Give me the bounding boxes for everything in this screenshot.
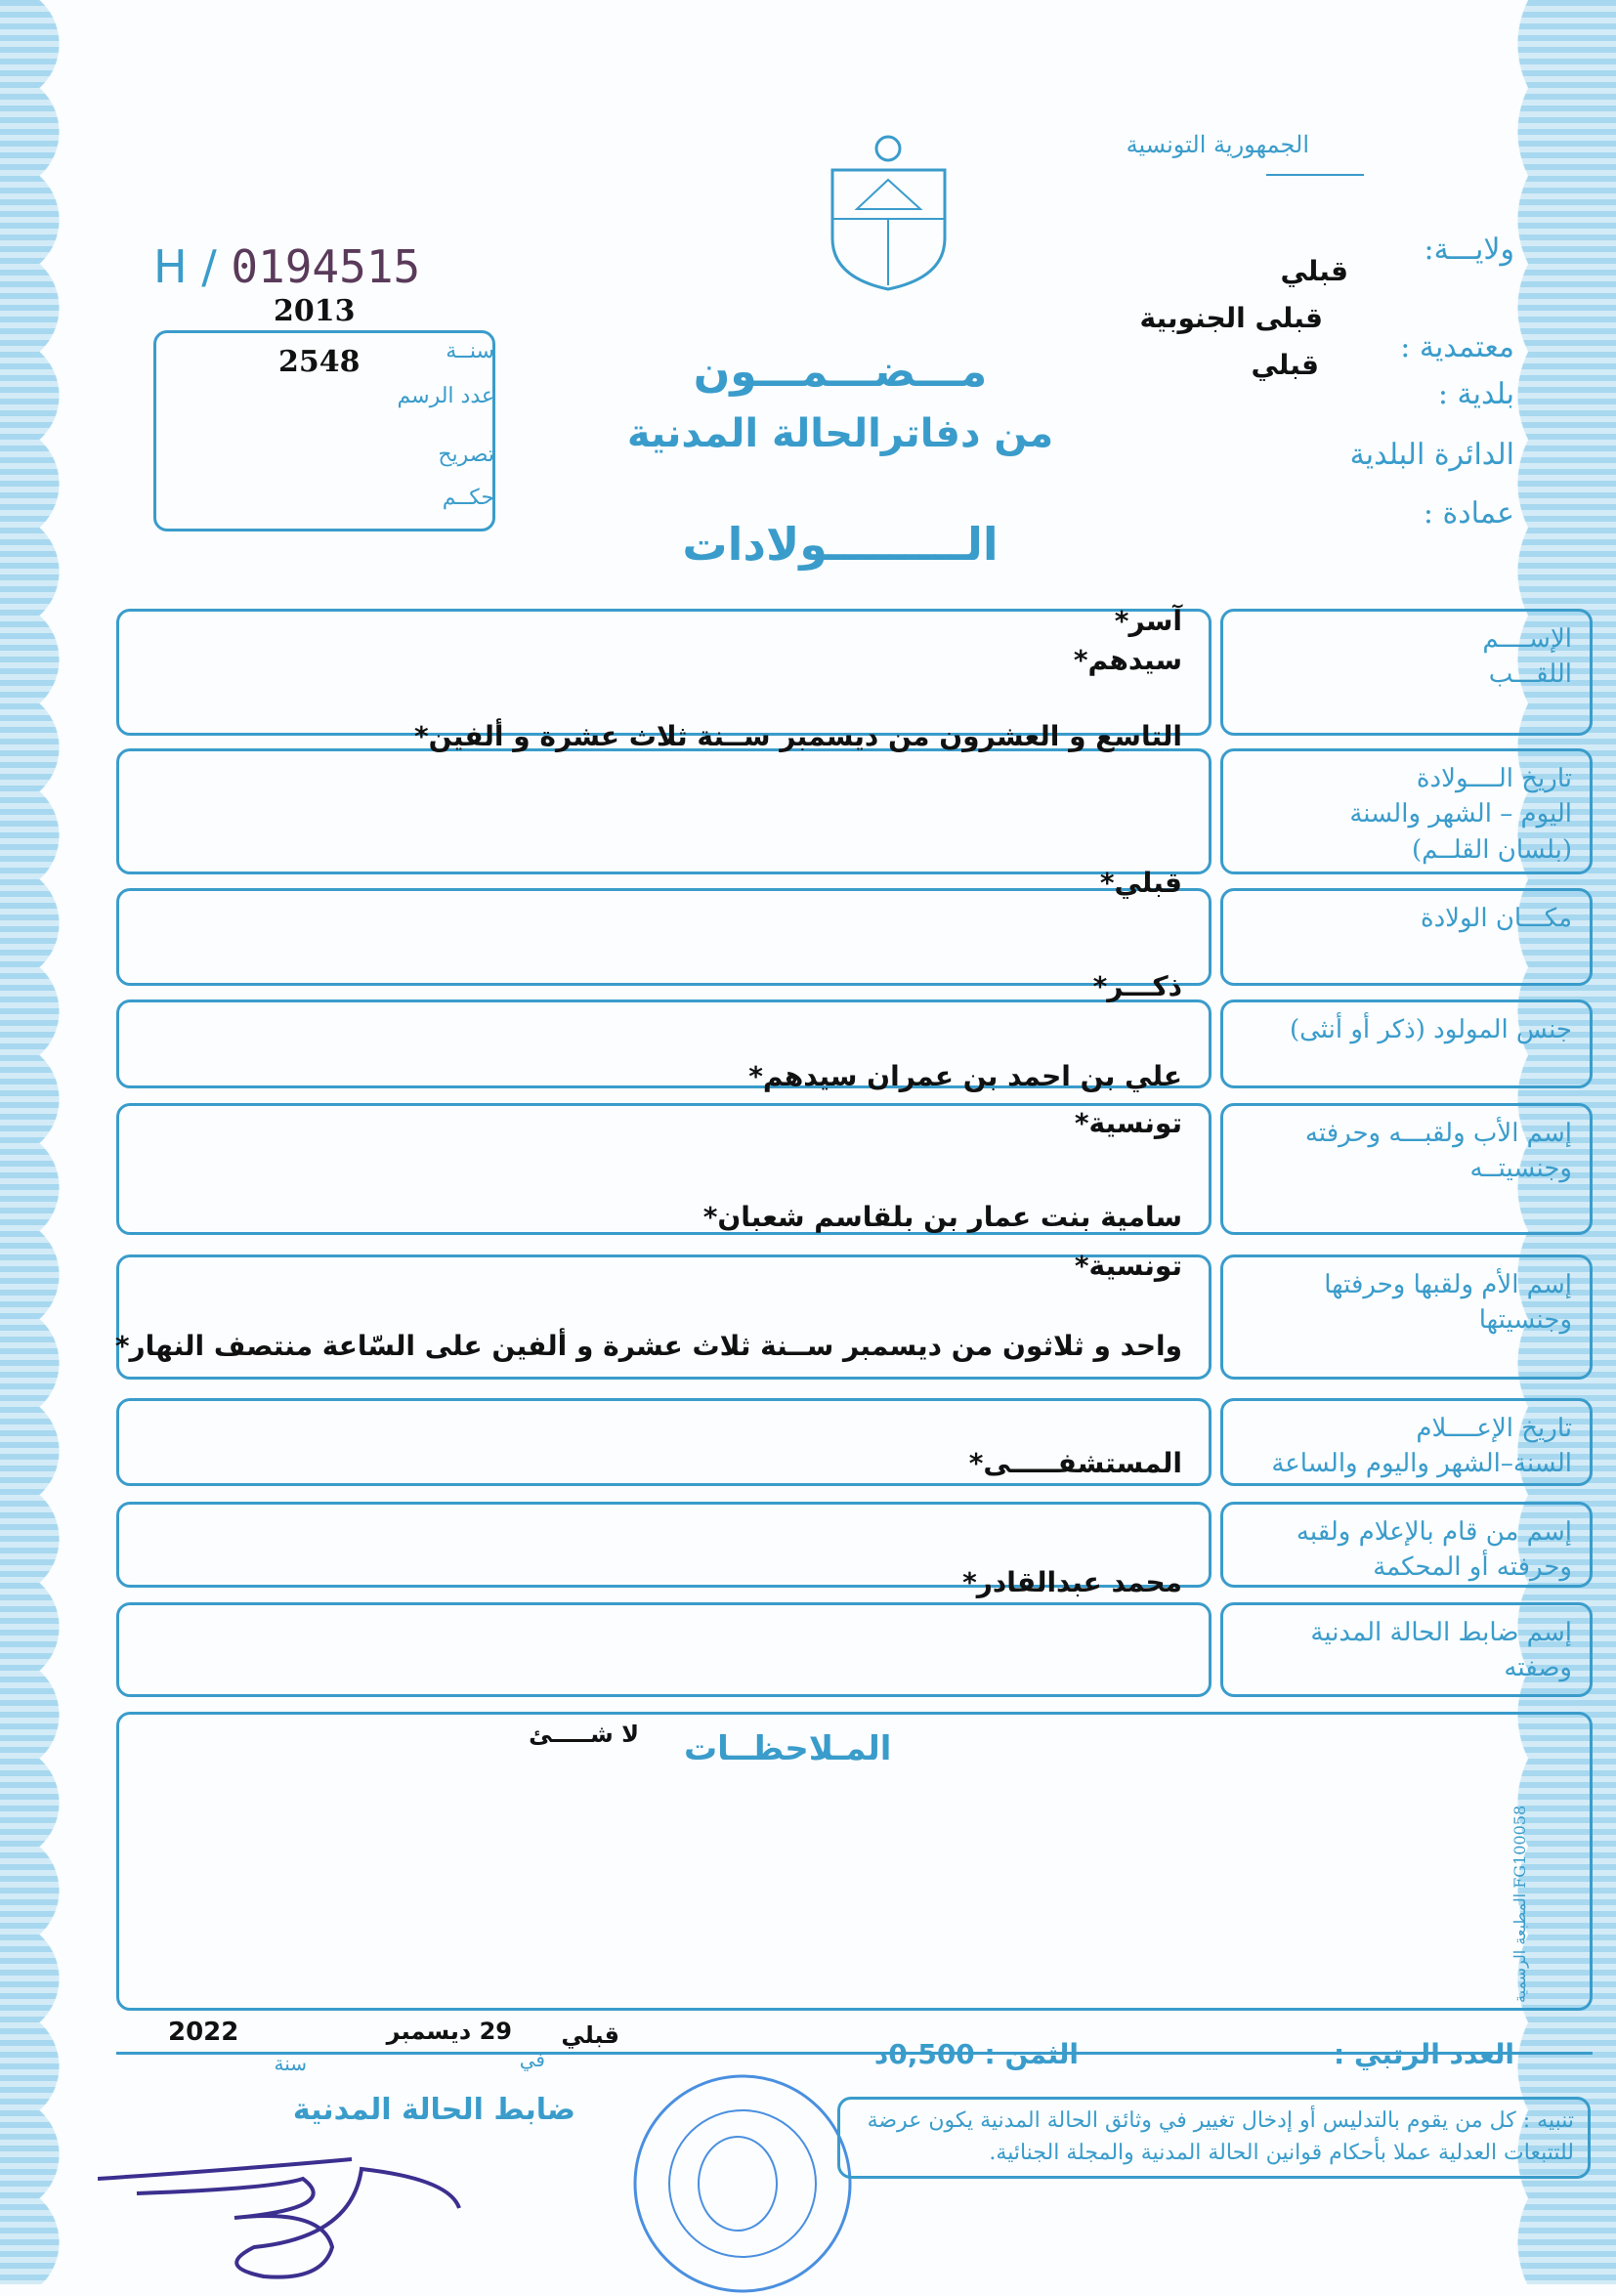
row-label: اللقـــب bbox=[1488, 659, 1572, 690]
row-label: اليوم – الشهر والسنة bbox=[1349, 799, 1572, 829]
title-registers: من دفاترالحالة المدنية bbox=[626, 411, 1054, 456]
row-value: التاسع و العشرون من ديسمبر ســنة ثلاث عشرة و ألفين* bbox=[413, 720, 1182, 752]
row-label: مكـــان الولادة bbox=[1420, 904, 1572, 933]
row-label: وجنسيتها bbox=[1478, 1305, 1572, 1336]
price: الثمن : 0,500د bbox=[873, 2038, 1079, 2070]
row-value: تونسية* bbox=[1074, 1107, 1182, 1139]
row-label: إسم الأب ولقبـــه وحرفته bbox=[1304, 1119, 1572, 1148]
serial-digits: 0194515 bbox=[231, 240, 421, 293]
row-label: إسم الأم ولقبها وحرفتها bbox=[1324, 1270, 1572, 1299]
year-label: سنــة bbox=[446, 339, 494, 363]
row-label: جنس المولود (ذكر أو أنثى) bbox=[1289, 1015, 1572, 1044]
municipality-value: قبلي bbox=[1251, 349, 1319, 381]
act-number: 2548 bbox=[278, 345, 361, 379]
row-value: آسر* bbox=[1114, 605, 1182, 637]
row-label: تاريخ الــــولادة bbox=[1416, 764, 1572, 793]
row-label: وجنسيتــه bbox=[1469, 1154, 1572, 1184]
row-value: سيدهم* bbox=[1073, 644, 1182, 676]
issue-year: 2022 bbox=[168, 2018, 239, 2047]
municipality-label: بلدية : bbox=[1437, 377, 1514, 411]
row-label-box bbox=[1220, 1398, 1593, 1486]
serial-order-label: العدد الرتبي : bbox=[1334, 2038, 1514, 2070]
row-value-box bbox=[116, 609, 1212, 736]
act-number-label: عدد الرسم bbox=[397, 384, 494, 408]
row-label-box bbox=[1220, 999, 1593, 1088]
row-label: (بلسان القلــم) bbox=[1411, 834, 1572, 865]
row-label: وحرفته أو المحكمة bbox=[1373, 1552, 1572, 1583]
row-label: وصفته bbox=[1504, 1653, 1572, 1683]
row-value: تونسية* bbox=[1074, 1250, 1182, 1282]
printer-mark: المطبعة الرسمية FG100058 bbox=[1510, 1805, 1529, 2003]
official-stamp bbox=[625, 2062, 860, 2296]
row-value: سامية بنت عمار بن بلقاسم شعبان* bbox=[702, 1201, 1182, 1233]
signature bbox=[98, 2140, 567, 2286]
row-label-box bbox=[1220, 748, 1593, 874]
row-label-box bbox=[1220, 609, 1593, 736]
row-value: محمد عبدالقادر* bbox=[962, 1566, 1182, 1598]
warning-notice: تنبيه : كل من يقوم بالتدليس أو إدخال تغيير في وثائق الحالة المدنية يكون عرضة للتتبعات العدلية عملا بأحكام قوانين الحالة المدنية والمجلة الجنائية. bbox=[867, 2108, 1574, 2165]
section-births: الـــــــــولادات bbox=[682, 518, 999, 571]
row-label: تاريخ الإعــــلام bbox=[1416, 1414, 1572, 1443]
record-year: 2013 bbox=[274, 294, 356, 328]
row-value: المستشفـــــى* bbox=[968, 1447, 1182, 1479]
row-label: السنة–الشهر واليوم والساعة bbox=[1271, 1449, 1572, 1479]
year-label-footer: سنة bbox=[274, 2052, 307, 2075]
row-value: واحد و ثلاثون من ديسمبر ســنة ثلاث عشرة و ألفين على السّاعة منتصف النهار* bbox=[114, 1330, 1182, 1362]
row-value: ذكـــر* bbox=[1092, 970, 1182, 1002]
judgment-label: حكــم bbox=[442, 486, 494, 510]
wilaya-value: قبلي bbox=[1280, 255, 1348, 287]
municipal-district-label: الدائرة البلدية bbox=[1349, 438, 1514, 472]
row-value-box bbox=[116, 1602, 1212, 1697]
remarks-value: لا شـــــئ bbox=[529, 1721, 639, 1748]
row-label-box bbox=[1220, 1103, 1593, 1235]
serial-number bbox=[153, 240, 421, 293]
row-label: إسم من قام بالإعلام ولقبه bbox=[1296, 1517, 1572, 1547]
officer-title: ضابط الحالة المدنية bbox=[292, 2093, 575, 2127]
row-value: علي بن احمد بن عمران سيدهم* bbox=[748, 1060, 1182, 1092]
row-value-box bbox=[116, 748, 1212, 874]
warning-notice-box bbox=[837, 2097, 1591, 2179]
in-label: في bbox=[519, 2048, 545, 2071]
declaration-label: تصريح bbox=[438, 443, 494, 467]
row-value-box bbox=[116, 888, 1212, 986]
row-label: الإســــم bbox=[1482, 624, 1572, 654]
republic-name: الجمهورية التونسية bbox=[1126, 131, 1309, 158]
issue-date: 29 ديسمبر bbox=[386, 2018, 512, 2045]
serial-prefix: H / bbox=[153, 240, 217, 293]
security-border-left bbox=[0, 0, 70, 2284]
row-label: إسم ضابط الحالة المدنية bbox=[1310, 1618, 1572, 1647]
wilaya-label: ولايـــة: bbox=[1424, 233, 1514, 267]
row-label-box bbox=[1220, 888, 1593, 986]
delegation-value: قبلى الجنوبية bbox=[1139, 302, 1323, 334]
delegation-label: معتمدية : bbox=[1400, 330, 1514, 364]
remarks-label: المـلاحظــات bbox=[684, 1729, 892, 1768]
row-label-box bbox=[1220, 1502, 1593, 1588]
issue-place: قبلي bbox=[561, 2021, 619, 2049]
row-label-box bbox=[1220, 1254, 1593, 1380]
row-value: قبلي* bbox=[1099, 867, 1182, 899]
omda-label: عمادة : bbox=[1423, 496, 1514, 531]
divider bbox=[1266, 174, 1364, 176]
title-summary: مـــضـــمـــون bbox=[693, 347, 988, 397]
coat-of-arms-icon bbox=[823, 131, 955, 292]
row-label-box bbox=[1220, 1602, 1593, 1697]
